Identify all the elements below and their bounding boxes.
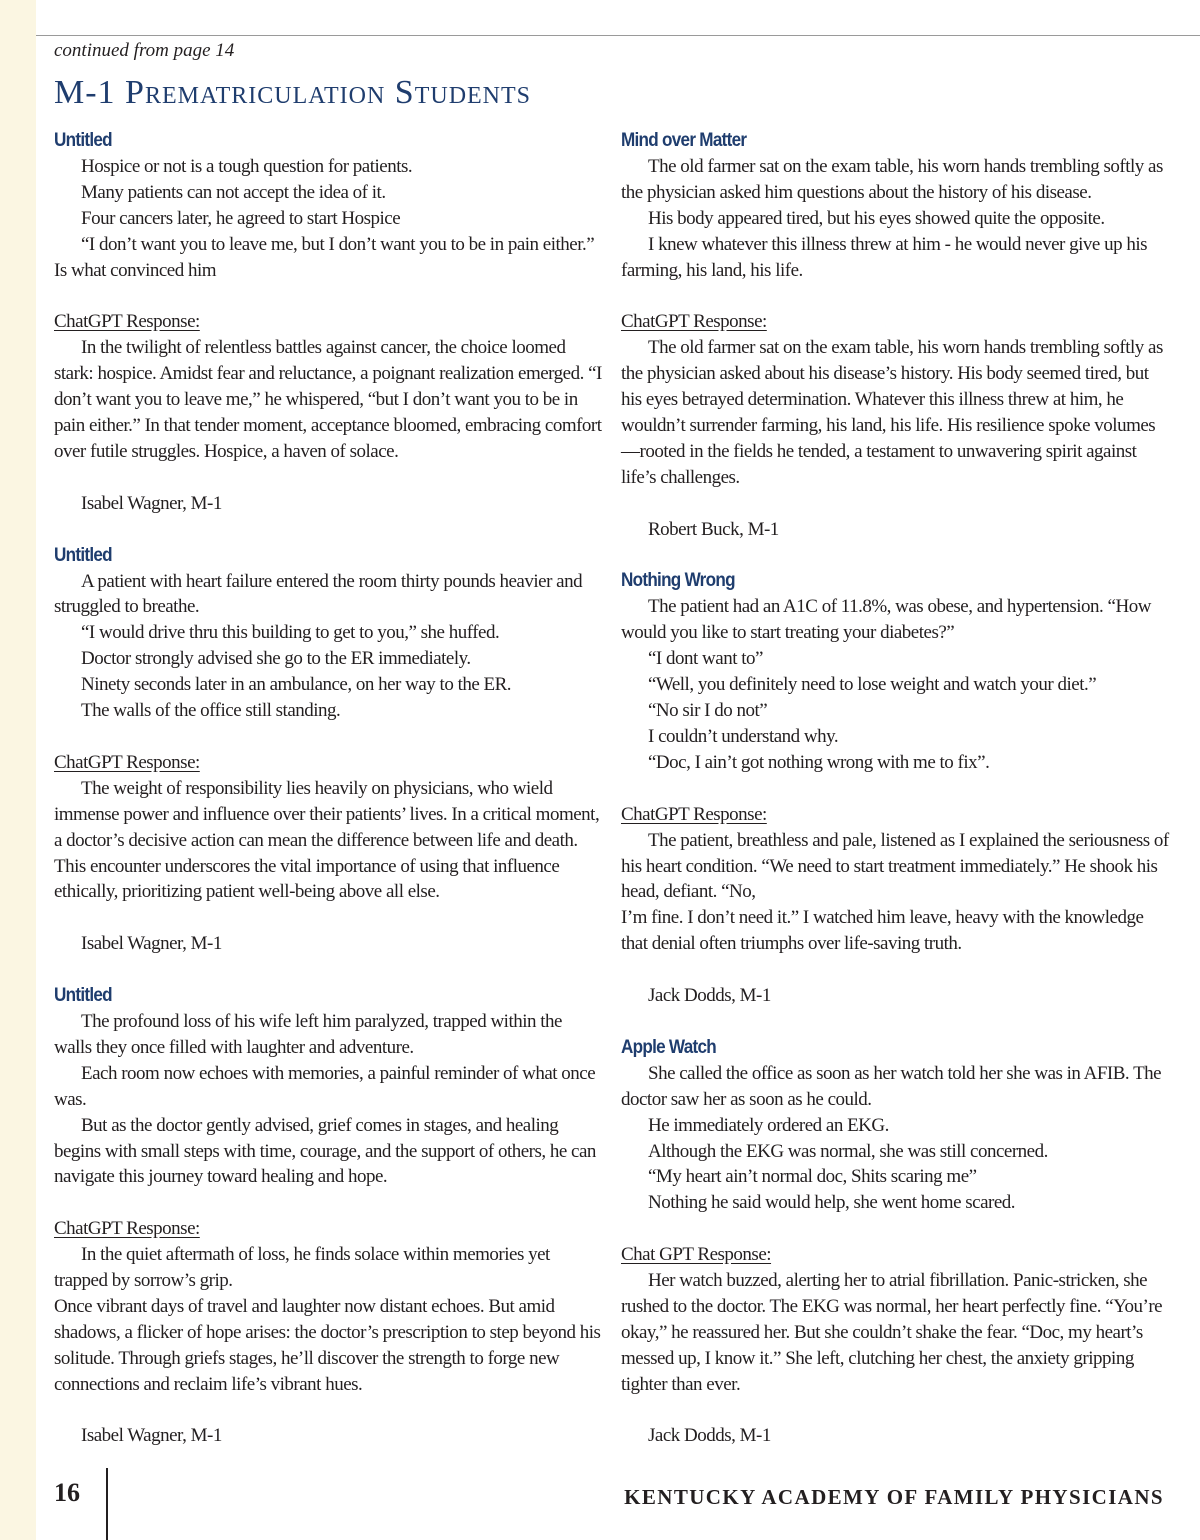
response-text: The weight of responsibility lies heavily on physicians, who wield immense power and influence over their patients’ lives. In a critical moment, a doctor’s decisive action can mean the difference between life and death. This encounter underscores the vital importance of using that influence ethically, prioritizing patient well-being above all else.: [54, 777, 600, 903]
response-text: The old farmer sat on the exam table, his worn hands trembling softly as the physician asked about his disease’s history. His body seemed tired, but his eyes betrayed determination. Whatever this illness threw at him, he wouldn’t surrender farming, his land, his life. His resilience spoke volumes—rooted in the fields he tended, a testament to unwavering spirit against life’s challenges.: [621, 337, 1163, 488]
spacer: [621, 1216, 1169, 1242]
story-line: Each room now echoes with memories, a painful reminder of what once was.: [54, 1062, 596, 1110]
spacer: [621, 1009, 1169, 1035]
spacer: [621, 284, 1169, 310]
article-title: Mind over Matter: [621, 130, 747, 151]
continued-note: continued from page 14: [54, 40, 235, 61]
spacer: [621, 1398, 1169, 1424]
right-column: [621, 128, 1169, 1449]
header-rule: [36, 35, 1200, 36]
story-line: “Well, you definitely need to lose weight and watch your diet.”: [648, 674, 1097, 696]
story-line: Nothing he said would help, she went home scared.: [648, 1192, 1016, 1214]
article-title: Untitled: [54, 130, 112, 151]
response-text: In the quiet aftermath of loss, he finds solace within memories yet trapped by sorrow’s grip.: [54, 1244, 550, 1292]
story-line: Four cancers later, he agreed to start Hospice: [81, 207, 401, 229]
article-nothing-wrong: [621, 568, 1169, 1034]
response-label: ChatGPT Response:: [621, 803, 767, 825]
story-line: “My heart ain’t normal doc, Shits scaring me”: [648, 1166, 977, 1188]
response-text: The patient, breathless and pale, listened as I explained the seriousness of his heart condition. “We need to start treatment immediately.” He shook his head, defiant. “No,: [621, 829, 1169, 903]
spacer: [54, 284, 602, 310]
page-title: M-1 Prematriculation Students: [54, 74, 532, 111]
author-byline: Robert Buck, M-1: [648, 518, 779, 540]
author-byline: Isabel Wagner, M-1: [81, 933, 222, 955]
story-line: She called the office as soon as her watch told her she was in AFIB. The doctor saw her as soon as he could.: [621, 1062, 1162, 1110]
publication-name: KENTUCKY ACADEMY OF FAMILY PHYSICIANS: [624, 1485, 1164, 1509]
footer-divider: [106, 1468, 108, 1540]
response-text: In the twilight of relentless battles against cancer, the choice loomed stark: hospice. Amidst fear and reluctance, a poignant realization emerged. “I don’t want you to leave me,” he whispered, “but I don’t want you to be in pain either.” In that tender moment, acceptance bloomed, embracing comfort over futile struggles. Hospice, a haven of solace.: [54, 337, 602, 462]
story-line: He immediately ordered an EKG.: [648, 1114, 889, 1136]
spacer: [54, 465, 602, 491]
story-line: Ninety seconds later in an ambulance, on her way to the ER.: [81, 674, 512, 696]
left-column: [54, 128, 602, 1449]
spacer: [621, 957, 1169, 983]
article-title: Untitled: [54, 544, 112, 566]
story-line: “Doc, I ain’t got nothing wrong with me to fix”.: [648, 751, 990, 773]
spacer: [54, 957, 602, 983]
response-text: I’m fine. I don’t need it.” I watched him leave, heavy with the knowledge that denial often triumphs over life-saving truth.: [621, 907, 1144, 955]
margin-strip: [0, 0, 36, 1540]
article-title: Apple Watch: [621, 1036, 717, 1058]
article-untitled-3: [54, 983, 602, 1449]
response-label: ChatGPT Response:: [54, 751, 200, 773]
story-line: Doctor strongly advised she go to the ER immediately.: [81, 648, 471, 670]
story-line: “I dont want to”: [648, 648, 763, 670]
response-text: Once vibrant days of travel and laughter now distant echoes. But amid shadows, a flicker of hope arises: the doctor’s prescription to step beyond his solitude. Through griefs stages, he’ll discover the strength to forge new connections and reclaim life’s vibrant hues.: [54, 1295, 601, 1395]
author-byline: Jack Dodds, M-1: [648, 985, 771, 1007]
spacer: [54, 905, 602, 931]
article-title: Untitled: [54, 985, 112, 1006]
story-line: His body appeared tired, but his eyes showed quite the opposite.: [648, 207, 1105, 229]
story-line: The profound loss of his wife left him paralyzed, trapped within the walls they once filled with laughter and adventure.: [54, 1011, 562, 1058]
spacer: [621, 776, 1169, 802]
article-title: Nothing Wrong: [621, 570, 735, 592]
story-line: I knew whatever this illness threw at him - he would never give up his farming, his land, his life.: [621, 233, 1147, 281]
story-line: “No sir I do not”: [648, 700, 768, 722]
spacer: [621, 543, 1169, 569]
response-label: ChatGPT Response:: [54, 1218, 200, 1240]
response-label: Chat GPT Response:: [621, 1244, 772, 1266]
story-line: The walls of the office still standing.: [81, 700, 341, 722]
author-byline: Jack Dodds, M-1: [648, 1425, 771, 1447]
spacer: [54, 1398, 602, 1424]
response-label: ChatGPT Response:: [54, 311, 200, 333]
spacer: [54, 724, 602, 750]
story-line: But as the doctor gently advised, grief comes in stages, and healing begins with small steps with time, courage, and the support of others, he can navigate this journey toward healing and hope.: [54, 1114, 596, 1188]
response-label: ChatGPT Response:: [621, 311, 767, 333]
spacer: [54, 1190, 602, 1216]
story-line: Many patients can not accept the idea of it.: [81, 181, 386, 203]
author-byline: Isabel Wagner, M-1: [81, 1425, 222, 1447]
story-line: A patient with heart failure entered the room thirty pounds heavier and struggled to breathe.: [54, 570, 583, 618]
article-mind-over-matter: [621, 128, 1169, 568]
article-untitled-2: [54, 543, 602, 983]
response-text: Her watch buzzed, alerting her to atrial fibrillation. Panic-stricken, she rushed to the doctor. The EKG was normal, her heart perfectly fine. “You’re okay,” he reassured her. But she couldn’t shake the fear. “Doc, my heart’s messed up, I know it.” She left, clutching her chest, the anxiety gripping tighter than ever.: [621, 1270, 1163, 1395]
article-untitled-1: [54, 128, 602, 543]
story-line: The patient had an A1C of 11.8%, was obese, and hypertension. “How would you like to start treating your diabetes?”: [621, 596, 1151, 644]
spacer: [621, 491, 1169, 517]
story-line: Although the EKG was normal, she was still concerned.: [648, 1140, 1048, 1162]
story-line: “I would drive thru this building to get to you,” she huffed.: [81, 622, 500, 644]
story-line: Hospice or not is a tough question for patients.: [81, 156, 413, 177]
story-line: I couldn’t understand why.: [648, 725, 839, 747]
article-apple-watch: [621, 1035, 1169, 1450]
spacer: [54, 517, 602, 543]
story-line: “I don’t want you to leave me, but I don’t want you to be in pain either.” Is what convinced him: [54, 233, 595, 281]
page-number: 16: [54, 1478, 80, 1507]
story-line: The old farmer sat on the exam table, his worn hands trembling softly as the physician asked him questions about the history of his disease.: [621, 156, 1163, 203]
author-byline: Isabel Wagner, M-1: [81, 492, 222, 514]
